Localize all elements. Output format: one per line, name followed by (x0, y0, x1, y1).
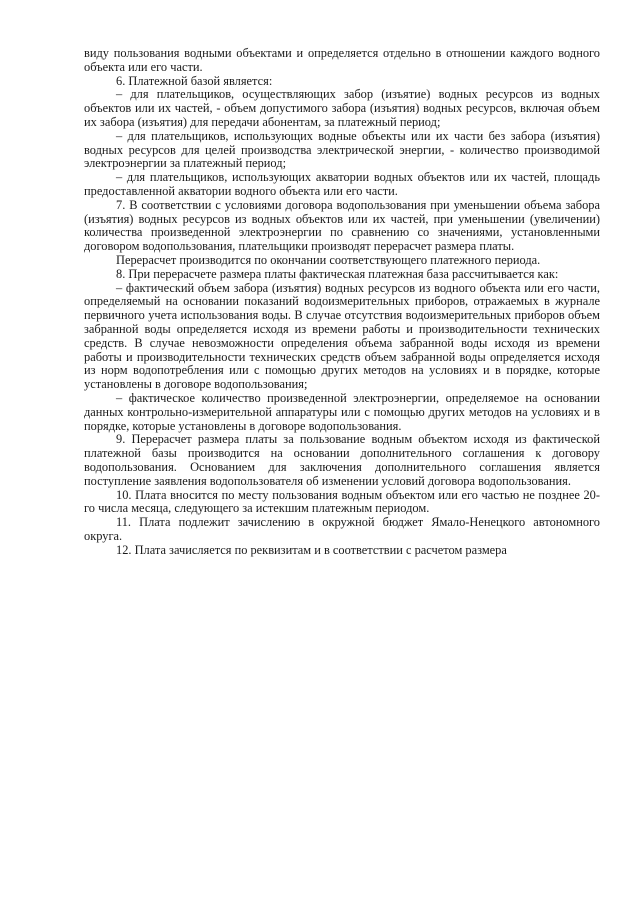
document-page (84, 47, 600, 557)
paragraph-item-6-aquatory: – для плательщиков, использующих акватории водных объектов или их частей, площадь предоставленной акватории водного объекта или его части. (84, 170, 600, 198)
paragraph-item-6-water-intake: – для плательщиков, осуществляющих забор (изъятие) водных ресурсов из водных объектов или их частей, - объем допустимого забора (изъятия) водных ресурсов, включая объем их забора (изъятия) для передачи абонентам, за платежный период; (84, 87, 600, 129)
paragraph-item-8: 8. При перерасчете размера платы фактическая платежная база рассчитывается как: (116, 266, 559, 281)
paragraph-item-12: 12. Плата зачисляется по реквизитам и в соответствии с расчетом размера (116, 542, 507, 557)
paragraph-item-11: 11. Плата подлежит зачислению в окружной бюджет Ямало-Ненецкого автономного округа. (84, 515, 600, 543)
paragraph-item-8-actual-electricity: – фактическое количество произведенной электроэнергии, определяемое на основании данных контрольно-измерительной аппаратуры или с помощью других методов на условиях и в порядке, которые установлены в договоре водопользования. (84, 390, 600, 433)
paragraph-item-6: 6. Платежной базой является: (116, 73, 273, 88)
paragraph-continuation: виду пользования водными объектами и определяется отдельно в отношении каждого водного объекта или его части. (84, 46, 600, 74)
paragraph-recalculation-period: Перерасчет производится по окончании соответствующего платежного периода. (116, 252, 541, 267)
paragraph-item-9: 9. Перерасчет размера платы за пользование водным объектом исходя из фактической платежной базы производится на основании дополнительного соглашения к договору водопользования. Основанием для заключения дополнительного соглашения является поступление заявления водопользователя об изменении условий договора водопользования. (84, 432, 600, 488)
paragraph-item-6-electricity: – для плательщиков, использующих водные объекты или их части без забора (изъятия) водных ресурсов для целей производства электрической энергии, - количество производимой электроэнергии за платежный период; (84, 128, 600, 171)
paragraph-item-8-actual-volume: – фактический объем забора (изъятия) водных ресурсов из водного объекта или его части, определяемый на основании показаний водоизмерительных приборов, отражаемых в журнале первичного учета использования воды. В случае отсутствия водоизмерительных приборов объем забранной воды определяется исходя из времени работы и производительности технических средств. В случае невозможности определения объема забранной воды исходя из времени работы и производительности технических средств объем забранной воды определяется исходя из норм водопотребления или с помощью других методов на условиях и в порядке, которые установлены в договоре водопользования; (84, 280, 600, 392)
paragraph-item-10: 10. Плата вносится по месту пользования водным объектом или его частью не позднее 20-го числа месяца, следующего за истекшим платежным периодом. (84, 487, 600, 516)
paragraph-item-7: 7. В соответствии с условиями договора водопользования при уменьшении объема забора (изъятия) водных ресурсов из водных объектов или их частей, при уменьшении (увеличении) количества произведенной электроэнергии по сравнению со значениями, установленными договором водопользования, плательщики производят перерасчет размера платы. (84, 197, 600, 254)
